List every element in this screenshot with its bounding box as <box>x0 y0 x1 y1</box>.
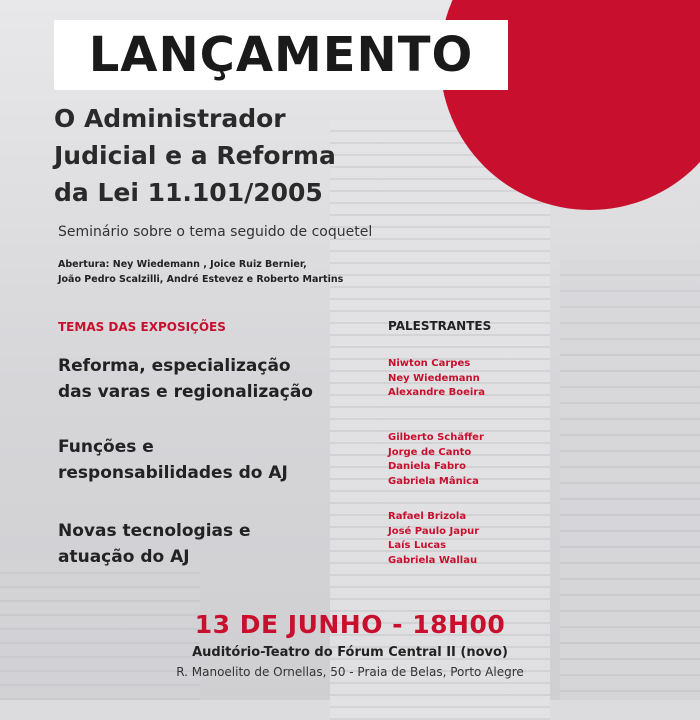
speaker-list <box>388 431 484 490</box>
headline-line: da Lei 11.101/2005 <box>54 178 323 207</box>
opening-speakers <box>58 257 378 287</box>
speaker-name: Laís Lucas <box>388 540 447 552</box>
theme-item <box>58 518 358 570</box>
theme-line: responsabilidades do AJ <box>58 463 288 483</box>
speaker-name: José Paulo Japur <box>388 525 480 537</box>
theme-line: Novas tecnologias e <box>58 521 251 541</box>
speaker-name: Gabriela Mânica <box>388 476 479 488</box>
speakers-heading: PALESTRANTES <box>388 319 492 333</box>
theme-line: atuação do AJ <box>58 547 190 567</box>
theme-line: Reforma, especialização <box>58 356 291 376</box>
speaker-list <box>388 357 485 401</box>
theme-line: das varas e regionalização <box>58 382 313 402</box>
speaker-name: Rafael Brizola <box>388 511 467 522</box>
speaker-list <box>388 510 479 569</box>
event-date: 13 DE JUNHO - 18H00 <box>194 610 506 639</box>
themes-heading: TEMAS DAS EXPOSIÇÕES <box>58 320 226 334</box>
speaker-name: Alexandre Boeira <box>388 387 486 399</box>
speaker-name: Daniela Fabro <box>388 461 466 473</box>
subtitle: Seminário sobre o tema seguido de coquetel <box>58 224 373 240</box>
speaker-name: Gabriela Wallau <box>388 555 478 567</box>
headline-line: Judicial e a Reforma <box>54 141 336 170</box>
event-venue: Auditório-Teatro do Fórum Central II (novo) <box>192 645 508 660</box>
headline <box>54 100 454 211</box>
speaker-name: Gilberto Schäffer <box>388 432 484 443</box>
title-banner <box>54 20 508 90</box>
opening-line: João Pedro Scalzilli, André Estevez e Roberto Martins <box>58 274 344 285</box>
theme-item <box>58 434 358 486</box>
opening-line: Abertura: Ney Wiedemann , Joice Ruiz Bernier, <box>58 259 307 270</box>
theme-line: Funções e <box>58 437 154 457</box>
theme-item <box>58 353 358 405</box>
event-address: R. Manoelito de Ornellas, 50 - Praia de Belas, Porto Alegre <box>176 665 524 679</box>
page-title: LANÇAMENTO <box>88 27 474 83</box>
speaker-name: Jorge de Canto <box>388 446 472 458</box>
speaker-name: Ney Wiedemann <box>388 372 480 384</box>
headline-line: O Administrador <box>54 104 286 133</box>
speaker-name: Niwton Carpes <box>388 358 471 369</box>
